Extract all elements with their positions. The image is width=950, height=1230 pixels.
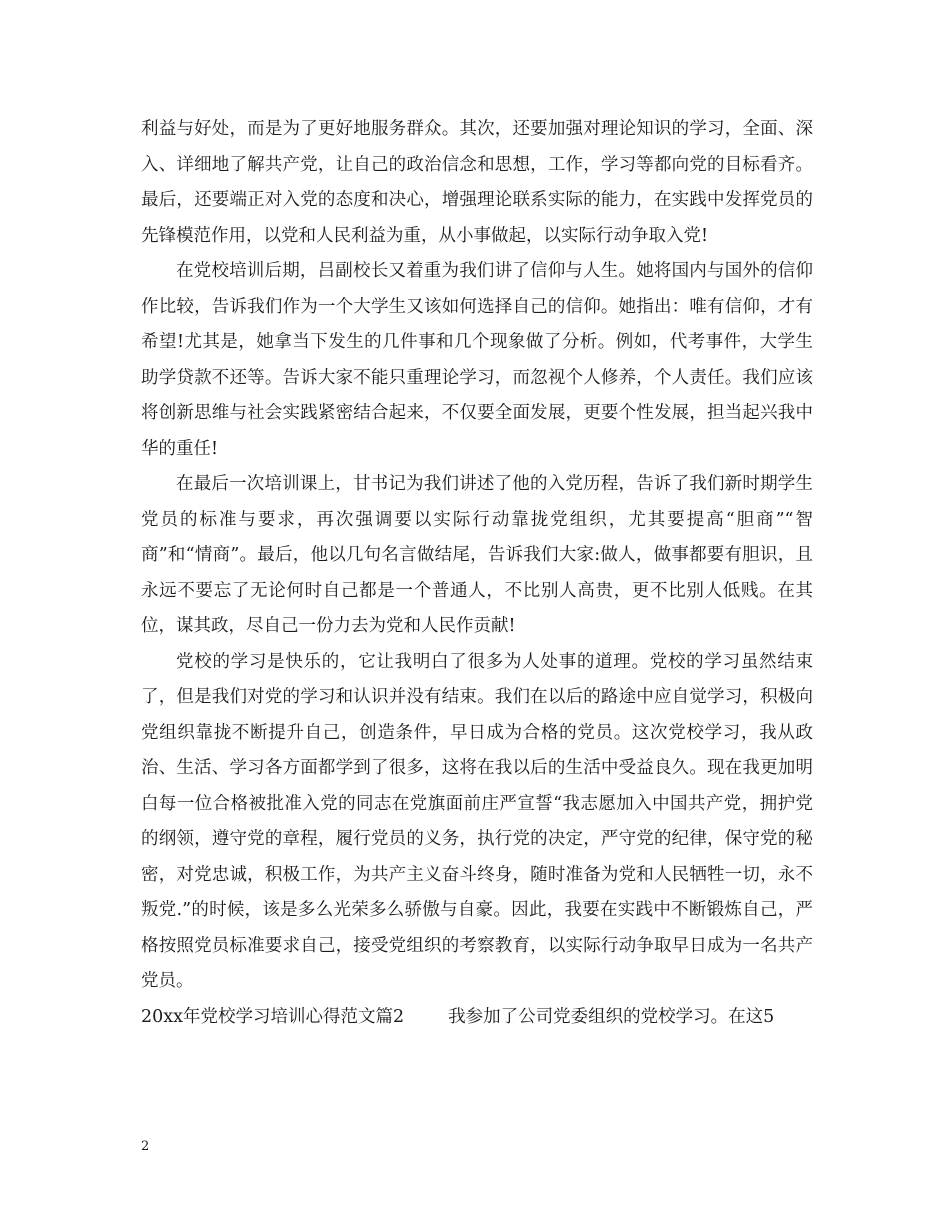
paragraph-1: 利益与好处，而是为了更好地服务群众。其次，还要加强对理论知识的学习，全面、深入、详细地了解共产党，让自己的政治信念和思想，工作，学习等都向党的目标看齐。最后，还要端正对入党的态度和决心，增强理论联系实际的能力，在实践中发挥党员的先锋模范作用，以党和人民利益为重，从小事做起，以实际行动争取入党!	[141, 119, 813, 246]
paragraph-3: 在最后一次培训课上，甘书记为我们讲述了他的入党历程，告诉了我们新时期学生党员的标准与要求，再次强调要以实际行动靠拢党组织，尤其要提高“胆商”“智商”和“情商”。最后，他以几句名言做结尾，告诉我们大家:做人，做事都要有胆识，且永远不要忘了无论何时自己都是一个普通人，不比别人高贵，更不比别人低贱。在其位，谋其政，尽自己一份力去为党和人民作贡献!	[141, 474, 813, 636]
paragraph-4: 党校的学习是快乐的，它让我明白了很多为人处事的道理。党校的学习虽然结束了，但是我们对党的学习和认识并没有结束。我们在以后的路途中应自觉学习，积极向党组织靠拢不断提升自己，创造条件，早日成为合格的党员。这次党校学习，我从政治、生活、学习各方面都学到了很多，这将在我以后的生活中受益良久。现在我更加明白每一位合格被批准入党的同志在党旗面前庄严宣誓“我志愿加入中国共产党，拥护党的纲领，遵守党的章程，履行党员的义务，执行党的决定，严守党的纪律，保守党的秘密，对党忠诚，积极工作，为共产主义奋斗终身，随时准备为党和人民牺牲一切，永不叛党.”的时候，该是多么光荣多么骄傲与自豪。因此，我要在实践中不断锻炼自己，严格按照党员标准要求自己，接受党组织的考察教育，以实际行动争取早日成为一名共产党员。	[141, 651, 813, 991]
next-article-line	[141, 1000, 813, 1036]
next-article-title: 20xx年党校学习培训心得范文篇2	[141, 1006, 405, 1027]
document-body	[141, 112, 813, 1035]
page-number: 2	[141, 1139, 150, 1154]
next-article-intro: 我参加了公司党委组织的党校学习。在这5	[448, 1006, 775, 1027]
paragraph-2: 在党校培训后期，吕副校长又着重为我们讲了信仰与人生。她将国内与国外的信仰作比较，告诉我们作为一个大学生又该如何选择自己的信仰。她指出：唯有信仰，才有希望!尤其是，她拿当下发生的几件事和几个现象做了分析。例如，代考事件，大学生助学贷款不还等。告诉大家不能只重理论学习，而忽视个人修养，个人责任。我们应该将创新思维与社会实践紧密结合起来，不仅要全面发展，更要个性发展，担当起兴我中华的重任!	[141, 261, 813, 459]
